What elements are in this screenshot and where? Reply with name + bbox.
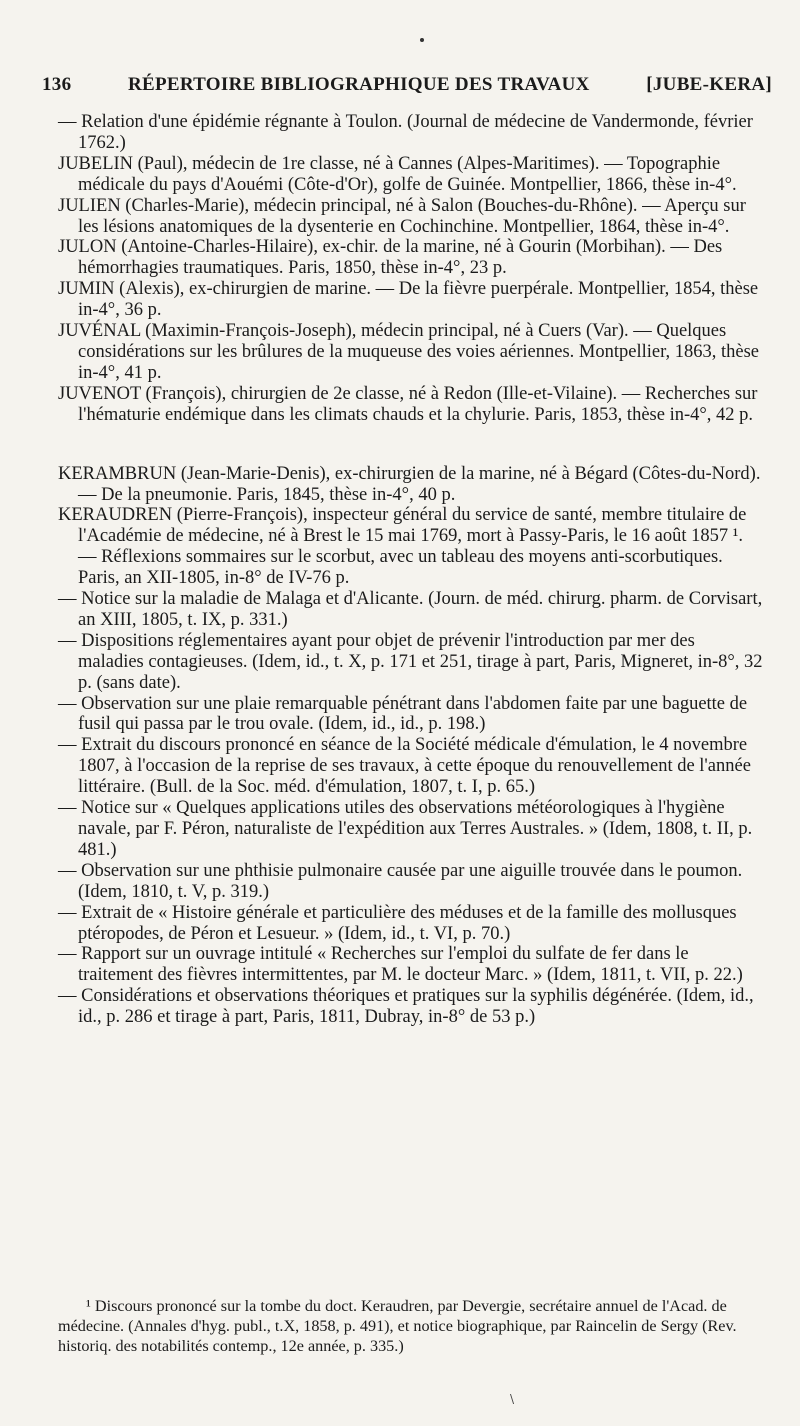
entry-keraudren: KERAUDREN (Pierre-François), inspecteur général du service de santé, membre titulaire de l'Académie de médecine, né à Brest le 15 mai 1769, mort à Passy-Paris, le 16 août 1857 ¹. — Réflexions sommaires sur le scorbut, avec un tableau des moyens anti-scorbutiques. Paris, an XII-1805, in-8° de IV-76 p. bbox=[58, 505, 747, 589]
bottom-ink-mark: \ bbox=[510, 1392, 515, 1406]
entry-keraudren-rapport-sulfate: — Rapport sur un ouvrage intitulé « Recherches sur l'emploi du sulfate de fer dans le traitement des fièvres intermittentes, par M. le docteur Marc. » (Idem, 1811, t. VII, p. 22.) bbox=[58, 944, 743, 986]
entry-jumin: JUMIN (Alexis), ex-chirurgien de marine. — De la fièvre puerpérale. Montpellier, 1854, thèse in-4°, 36 p. bbox=[58, 279, 759, 321]
entry-keraudren-dispositions: — Dispositions réglementaires ayant pour objet de prévenir l'introduction par mer des maladies contagieuses. (Idem, id., t. X, p. 171 et 251, tirage à part, Paris, Migneret, in-8°, 32 p. (sans date). bbox=[58, 630, 763, 693]
entry-julon: JULON (Antoine-Charles-Hilaire), ex-chir. de la marine, né à Gourin (Morbihan). — Des hémorrhagies traumatiques. Paris, 1850, thèse in-4°, 23 p. bbox=[58, 237, 723, 279]
footnote-text: ¹ Discours prononcé sur la tombe du doct. Keraudren, par Devergie, secrétaire annuel de l'Acad. de médecine. (Annales d'hyg. publ., t.X, 1858, p. 491), et notice biographique, par Raincelin de Sergy (Rev. historiq. des notabilités contemp., 12e année, p. 335.) bbox=[58, 1297, 737, 1355]
entry-keraudren-syphilis: — Considérations et observations théoriques et pratiques sur la syphilis dégénérée. (Idem, id., id., p. 286 et tirage à part, Paris, 1811, Dubray, in-8° de 53 p.) bbox=[58, 986, 754, 1028]
alphabetical-range: [JUBE-KERA] bbox=[646, 74, 772, 95]
entry-kerambrun: KERAMBRUN (Jean-Marie-Denis), ex-chirurgien de la marine, né à Bégard (Côtes-du-Nord). — De la pneumonie. Paris, 1845, thèse in-4°, 40 p. bbox=[58, 463, 761, 505]
running-title: RÉPERTOIRE BIBLIOGRAPHIQUE DES TRAVAUX bbox=[127, 74, 590, 95]
page-header bbox=[42, 74, 772, 96]
bibliography-body bbox=[58, 112, 764, 1028]
entry-keraudren-notice-peron: — Notice sur « Quelques applications utiles des observations météorologiques à l'hygiène navale, par F. Péron, naturaliste de l'expédition aux Terres Australes. » (Idem, 1808, t. II, p. 481.) bbox=[58, 798, 753, 860]
entry-jubelin: JUBELIN (Paul), médecin de 1re classe, né à Cannes (Alpes-Maritimes). — Topographie médicale du pays d'Aouémi (Côte-d'Or), golfe de Guinée. Montpellier, 1866, thèse in-4°. bbox=[58, 153, 737, 195]
entry-keraudren-malaga: — Notice sur la maladie de Malaga et d'Alicante. (Journ. de méd. chirurg. pharm. de Corvisart, an XIII, 1805, t. IX, p. 331.) bbox=[58, 589, 763, 630]
entry-keraudren-meduses: — Extrait de « Histoire générale et particulière des méduses et de la famille des mollusques ptéropodes, de Péron et Lesueur. » (Idem, id., t. VI, p. 70.) bbox=[58, 902, 737, 944]
entry-relation-toulon: — Relation d'une épidémie régnante à Toulon. (Journal de médecine de Vandermonde, février 1762.) bbox=[58, 112, 753, 153]
entry-juvenal: JUVÉNAL (Maximin-François-Joseph), médecin principal, né à Cuers (Var). — Quelques considérations sur les brûlures de la muqueuse des voies aériennes. Montpellier, 1863, thèse in-4°, 41 p. bbox=[58, 321, 760, 383]
entry-keraudren-discours: — Extrait du discours prononcé en séance de la Société médicale d'émulation, le 4 novembre 1807, à l'occasion de la reprise de ses travaux, à cette époque du renouvellement de l'année littéraire. (Bull. de la Soc. méd. d'émulation, 1807, t. I, p. 65.) bbox=[58, 735, 751, 798]
entry-keraudren-observation-plaie: — Observation sur une plaie remarquable pénétrant dans l'abdomen faite par une baguette de fusil qui passa par le trou ovale. (Idem, id., id., p. 198.) bbox=[58, 693, 748, 735]
top-ink-dot bbox=[420, 38, 424, 42]
page-number: 136 bbox=[42, 74, 72, 95]
entry-keraudren-phthisie: — Observation sur une phthisie pulmonaire causée par une aiguille trouvée dans le poumon. (Idem, 1810, t. V, p. 319.) bbox=[58, 860, 743, 902]
section-gap bbox=[58, 426, 764, 464]
entry-julien: JULIEN (Charles-Marie), médecin principal, né à Salon (Bouches-du-Rhône). — Aperçu sur les lésions anatomiques de la dysenterie en Cochinchine. Montpellier, 1864, thèse in-4°. bbox=[58, 195, 746, 237]
footnote bbox=[58, 1296, 764, 1356]
entry-juvenot: JUVENOT (François), chirurgien de 2e classe, né à Redon (Ille-et-Vilaine). — Recherches sur l'hématurie endémique dans les climats chauds et la chylurie. Paris, 1853, thèse in-4°, 42 p. bbox=[58, 383, 758, 425]
